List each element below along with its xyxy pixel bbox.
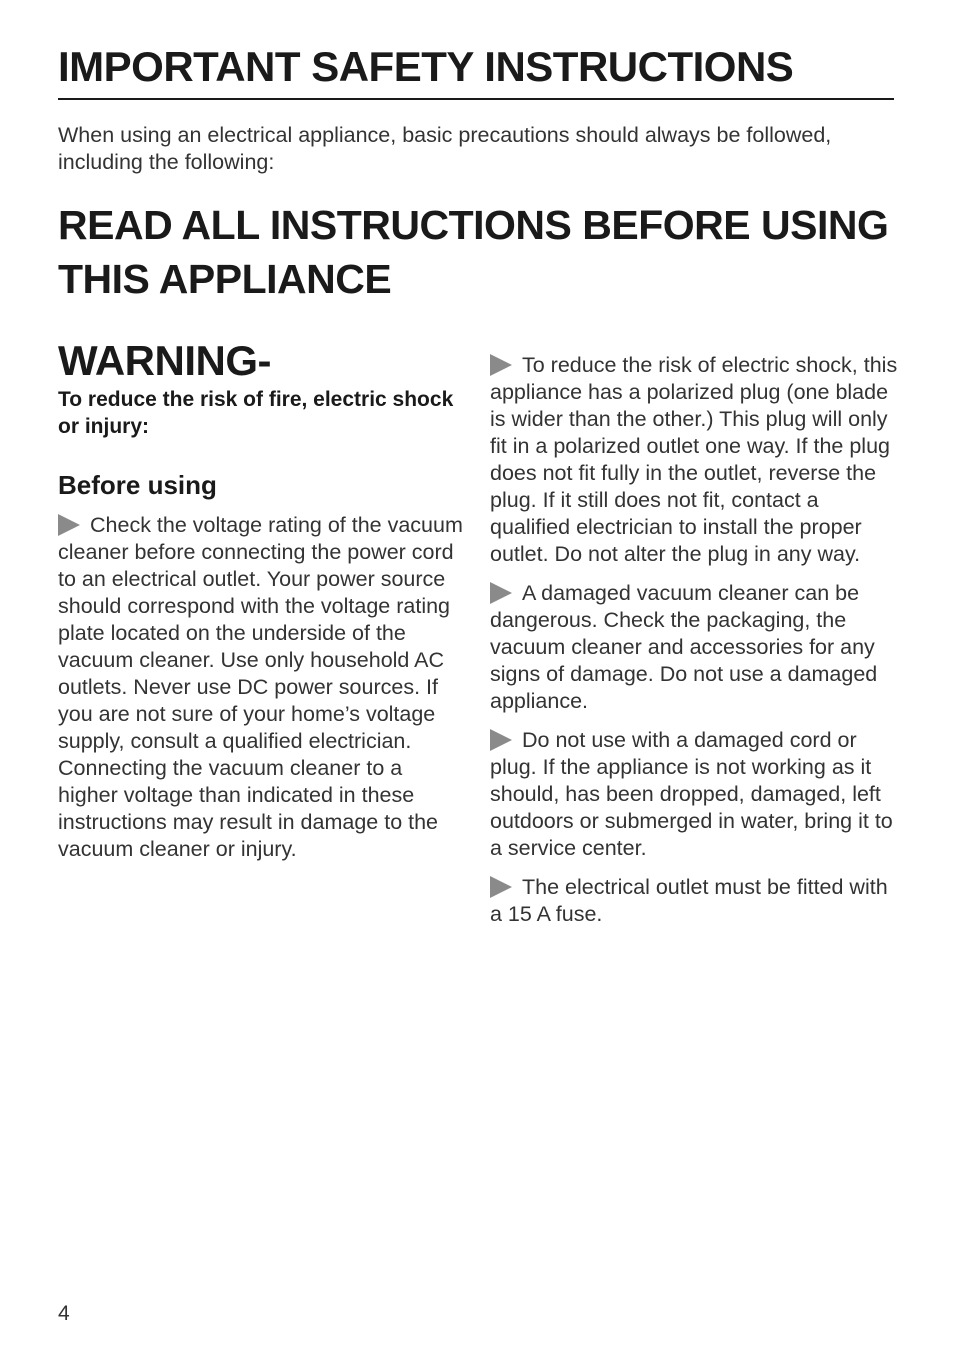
instruction-text: To reduce the risk of electric shock, this appliance has a polarized plug (one blade is wider than the other.) This plug will only fit in a polarized outlet one way. If the plug does not fit fully in the outlet, reverse the plug. If it still does not fit, contact a qualified electrician to install the proper outlet. Do not alter the plug in any way. [490,353,898,566]
triangle-bullet-icon [490,354,512,376]
warning-heading: WARNING- [58,337,271,384]
page-title: IMPORTANT SAFETY INSTRUCTIONS [58,40,894,100]
instruction-text: A damaged vacuum cleaner can be dangerous. Check the packaging, the vacuum cleaner and accessories for any signs of damage. Do not use a damaged appliance. [490,581,878,713]
read-instructions-heading: READ ALL INSTRUCTIONS BEFORE USING THIS APPLIANCE [58,202,889,302]
right-column [490,352,900,940]
triangle-bullet-icon [58,514,80,536]
triangle-bullet-icon [490,582,512,604]
triangle-bullet-icon [490,876,512,898]
intro-text: When using an electrical appliance, basic precautions should always be followed, including the following: [58,123,832,174]
before-using-heading: Before using [58,470,217,500]
instruction-item [490,727,900,862]
instruction-item [490,874,900,928]
instruction-text: The electrical outlet must be fitted with a 15 A fuse. [490,875,888,926]
instruction-text: Do not use with a damaged cord or plug. If the appliance is not working as it should, has been dropped, damaged, left outdoors or submerged in water, bring it to a service center. [490,728,893,860]
instruction-item [490,352,900,568]
page-number: 4 [58,1302,70,1325]
triangle-bullet-icon [490,729,512,751]
instruction-item [490,580,900,715]
instruction-text: Check the voltage rating of the vacuum cleaner before connecting the power cord to an electrical outlet. Your power source should correspond with the voltage rating plate located on the underside of the vacuum cleaner. Use only household AC outlets. Never use DC power sources. If you are not sure of your home’s voltage supply, consult a qualified electrician. Connecting the vacuum cleaner to a higher voltage than indicated in these instructions may result in damage to the vacuum cleaner or injury. [58,513,463,861]
left-column [58,336,464,875]
instruction-item [58,512,464,863]
warning-subheading: To reduce the risk of fire, electric shock or injury: [58,388,454,438]
